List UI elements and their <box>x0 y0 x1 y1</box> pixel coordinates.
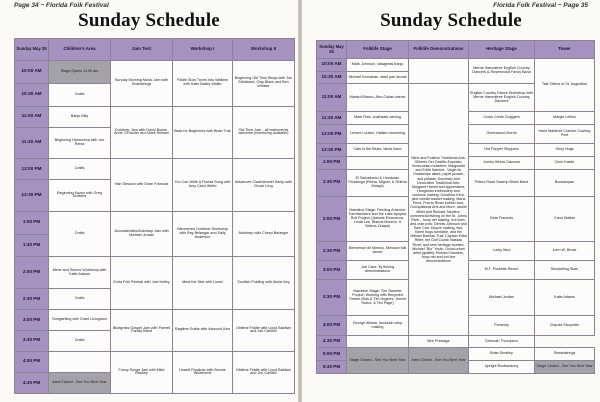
right-page <box>302 0 600 402</box>
workshop2-session: Beginning Old Time Banjo with Jon Strickland, Clay Black and Ben Whisler <box>233 61 295 107</box>
jam-session: Irish Session with Dean Francois <box>111 159 173 212</box>
demo-empty-slot <box>409 59 469 84</box>
childrens-session: Crafts <box>49 211 111 257</box>
header-workshop-1: Workshop I <box>173 39 233 61</box>
childrens-area-closed: Area Closed - See You Next Year <box>49 372 111 393</box>
heritage-session: Hot Pepper Steppers <box>469 144 535 157</box>
workshop1-session: Bass for Beginners with Brian Turk <box>173 106 233 159</box>
childrens-stage-opens: Stage Opens 11:00 am <box>49 61 111 84</box>
time-slot: 10:00 AM <box>317 59 347 72</box>
childrens-session: Mime and Stories Workshop with Katie Adams <box>49 257 111 289</box>
folklife-session: El Salvadoran & Honduran Fandango (Reina, Miguel, & Selena Zelaya) <box>347 169 409 197</box>
folklife-session: Mark Johnson, clawgrass banjo <box>347 59 409 72</box>
header-heritage-stage: Heritage Stage <box>469 41 535 59</box>
jam-session: Bluegrass Gospel Jam with Parnell Family Band <box>111 309 173 351</box>
childrens-session: Crafts <box>49 330 111 351</box>
folklife-session: George Allman, buckskin whip making <box>347 316 409 335</box>
tower-session: Hank Martinez Cracker Cowboy Poet <box>535 124 595 143</box>
heritage-session: Bee Prestage <box>409 335 469 348</box>
tower-session: Chris Kastle <box>535 156 595 169</box>
time-slot: 4:30 PM <box>317 335 347 348</box>
jam-session: Dulcimer Jam with David Bowie, Anne O'Rourke and Mark Hillman <box>111 106 173 159</box>
folklife-session: Narrative Stage: The Sweeter Project: Working with Recycled Timber (Bob & Tim Hughes, Jennie Hubor, & Ted Page) <box>347 280 409 316</box>
tower-session: Katie Adams <box>535 280 595 316</box>
tower-session: Deborah Thompson <box>469 335 535 348</box>
folklife-empty-slot <box>347 335 409 348</box>
time-slot: 4:00 PM <box>317 316 347 335</box>
workshop1-session: Meet the Star with Lionel <box>173 257 233 310</box>
workshop2-session: Oldtime Fiddle with Lloyd Baldwin and Jim Carillon <box>233 351 295 393</box>
heritage-session: Upright Rootsmanny <box>469 361 535 374</box>
tower-session: Margie LeBeu <box>535 112 595 125</box>
left-schedule-table <box>14 38 295 394</box>
folklife-session: Joe Cave, fly fishing demonstrations <box>347 261 409 280</box>
time-slot: 3:30 PM <box>15 330 49 351</box>
folklife-session: Mark Rice, chainsaw carving <box>347 112 409 125</box>
left-running-head: Page 34 ~ Florida Folk Festival <box>14 2 109 9</box>
heritage-session: Pomeroy <box>469 316 535 335</box>
time-slot: 10:30 AM <box>15 83 49 106</box>
tower-session: John W. Bruce <box>535 241 595 260</box>
demo-area-closed: Area Closed - See You Next Year <box>409 348 469 374</box>
heritage-session: Dear Francois <box>469 197 535 242</box>
time-slot: 11:00 AM <box>15 106 49 127</box>
workshop1-session: Ragtime Guitar with Inkwood Karr <box>173 309 233 351</box>
time-slot: 10:00 AM <box>15 61 49 84</box>
heritage-session: Lucky Mud <box>469 241 535 260</box>
childrens-session: Crafts <box>49 288 111 309</box>
tower-session: Carol Walker <box>535 197 595 242</box>
folklife-empty-slot <box>347 156 409 169</box>
time-slot: 5:30 PM <box>317 361 347 374</box>
heritage-session: Jumbo Wreck Dancers <box>469 156 535 169</box>
folklife-session: Cats in the Blues, blues band <box>347 144 409 157</box>
heritage-session: Merrie Hammitree English Country Dancers & Rosenwood Fancy Band <box>469 59 535 84</box>
folklife-session: Marisol Blanco, Afro-Cuban dance <box>347 84 409 112</box>
workshop2-session: Old Time Jam - all instruments welcome (mentoring available) <box>233 106 295 159</box>
heritage-session: Greenwood Morris <box>469 124 535 143</box>
workshop1-session: Howell Paulkner with Bonnie Whitehurst <box>173 351 233 393</box>
childrens-session: Beginning Kazoo with Greg Dobbins <box>49 180 111 212</box>
jam-session: Sunday Morning Music Jam with Sharistrings <box>111 61 173 107</box>
childrens-session: Songwriting with Grant Livingston <box>49 309 111 330</box>
heritage-session: Cross Creek Cloggers <box>469 112 535 125</box>
heritage-session: M.T. Pocketts Revue <box>469 261 535 280</box>
folklife-session: Michael Kornahan, steel pan drums <box>347 71 409 84</box>
workshop1-session: Hammered Dulcimer Workshop with Ray Belanger and Sally Anderson <box>173 211 233 257</box>
time-slot: 12:30 PM <box>317 144 347 157</box>
tower-stage-closed: Stage Closed - See You Next Year <box>535 361 595 374</box>
right-running-head: Florida Folk Festival ~ Page 35 <box>493 2 588 9</box>
time-slot: 4:30 PM <box>15 372 49 393</box>
header-childrens-area: Children's Area <box>49 39 111 61</box>
time-slot: 2:30 PM <box>317 241 347 260</box>
time-slot: 11:30 AM <box>317 112 347 125</box>
childrens-session: Beginning Harmonica with Joe Reina <box>49 127 111 159</box>
header-tower: Tower <box>535 41 595 59</box>
time-slot: 11:00 AM <box>317 84 347 112</box>
workshop2-session: Advanced Clawhammer Banjo with Chuck Levy <box>233 159 295 212</box>
tower-session: Buckaroyan <box>535 169 595 197</box>
header-folklife-demonstrations: Folklife Demonstrations <box>409 41 469 59</box>
tower-session: Sheartstrings <box>535 348 595 361</box>
time-slot: 5:00 PM <box>317 348 347 361</box>
time-slot: 12:00 PM <box>15 159 49 180</box>
left-page-title: Sunday Schedule <box>78 10 220 31</box>
right-schedule-table <box>316 40 595 374</box>
folklife-session: Bienvenue de Mexico, Mexican folk dance <box>347 241 409 260</box>
workshop2-session: Scottish Fiddling with Aisha Ivey <box>233 257 295 310</box>
header-folklife-stage: Folklife Stage <box>347 41 409 59</box>
tower-session: Story Hugs <box>535 144 595 157</box>
time-slot: 3:00 PM <box>317 261 347 280</box>
childrens-session: Crafts <box>49 159 111 180</box>
heritage-session: Peters Road Swamp Blues Band <box>469 169 535 197</box>
folklife-session: Narrative Stage: Feeding America: Farmworkers and the Lake Apopka Roll Project (Jeannie Economos, Linda Lee, Blanca Moreno, & Selena Zelaya) <box>347 197 409 242</box>
time-slot: 11:30 AM <box>15 127 49 159</box>
childrens-session: Banjo Billy <box>49 106 111 127</box>
time-slot: 1:00 PM <box>15 211 49 234</box>
childrens-session: Crafts <box>49 83 111 106</box>
childrens-empty-slot <box>49 351 111 372</box>
time-slot: 3:00 PM <box>15 309 49 330</box>
time-slot: 4:00 PM <box>15 351 49 372</box>
heritage-session: English Country Dance Workshop with Merrie Hammitree English Country Dancers <box>469 84 535 112</box>
jam-session: Funny Songs Jam with Mike Bradley <box>111 351 173 393</box>
time-slot: 1:00 PM <box>317 156 347 169</box>
time-slot: 10:30 AM <box>317 71 347 84</box>
time-slot: 1:30 PM <box>15 234 49 257</box>
tower-session: Chipola Storyrider <box>535 316 595 335</box>
workshop1-session: Fiddle Slow Tunes Into Waltzes with Katie Bailey Waller <box>173 61 233 107</box>
time-slot: 3:30 PM <box>317 280 347 316</box>
jam-session: Acoustaholics/Autoharp Jam with Michael Jordan <box>111 211 173 257</box>
folklife-stage-closed: Stage Closed - See You Next Year <box>347 348 409 374</box>
jam-session: Extra Folk Revival with Joel Kelley <box>111 257 173 310</box>
folklife-session: Lenore Louisin, Haitian drumming <box>347 124 409 143</box>
tower-session: Storytelling Slam <box>535 261 595 280</box>
time-slot: 2:00 PM <box>15 257 49 289</box>
workshop2-session: Oldtime Fiddle with Lloyd Baldwin and Jan Carillon <box>233 309 295 351</box>
time-slot: 12:00 PM <box>317 124 347 143</box>
workshop1-session: You Can Write A Florida Song with Amy Carol Webb <box>173 159 233 212</box>
left-page <box>0 0 298 402</box>
time-slot: 1:30 PM <box>317 169 347 197</box>
time-slot: 2:00 PM <box>317 197 347 242</box>
folklife-demonstrations-block: Blind and Positive Traditional Arts: Gilberto Del Castillo-Espósito, Venezuelan mola/text; Marguerite and Edith Sabrina - Virgin de Guadalupe altars, papel picado, and piñatas; Domestic and Decorative Traditional Arts: Margaret Harrell and apprentices, Hungarian embroidery and costume making; Dorothea Kent, pine needle basket making; Maria Pena, Puerto Rican bobbin lace; Occupational Arts and More: Jackie Miller and Richard Sanders, commercial fishing on the St. Johns River - hoop net making, trot lines, and crab pots; Dennis Johnson and Sam Carr, bicycle making, two-barrel bugs turntable, and the William Barteau Trail; Captain Erika Ritter, the Gulf Coast/ Nassau River; and new heritage tourism; Michael "Bio" Youth, Duval urban artist (graffiti); Richard Sanders, hoop net and trot line demonstrations <box>409 84 469 335</box>
heritage-session: Brian Smalley <box>469 348 535 361</box>
header-jam-tent: Jam Tent <box>111 39 173 61</box>
time-slot: 12:30 PM <box>15 180 49 212</box>
header-workshop-2: Workshop II <box>233 39 295 61</box>
left-corner-day: Sunday May 25 <box>15 39 49 61</box>
workshop2-session: Autoharp with Cheryl Belanger <box>233 211 295 257</box>
heritage-session: Michael Jordan <box>469 280 535 316</box>
tower-session: Tale Tellers of St. Augustine <box>535 59 595 112</box>
time-slot: 2:30 PM <box>15 288 49 309</box>
right-corner-day: Sunday May 25 <box>317 41 347 59</box>
right-page-title: Sunday Schedule <box>380 10 522 31</box>
